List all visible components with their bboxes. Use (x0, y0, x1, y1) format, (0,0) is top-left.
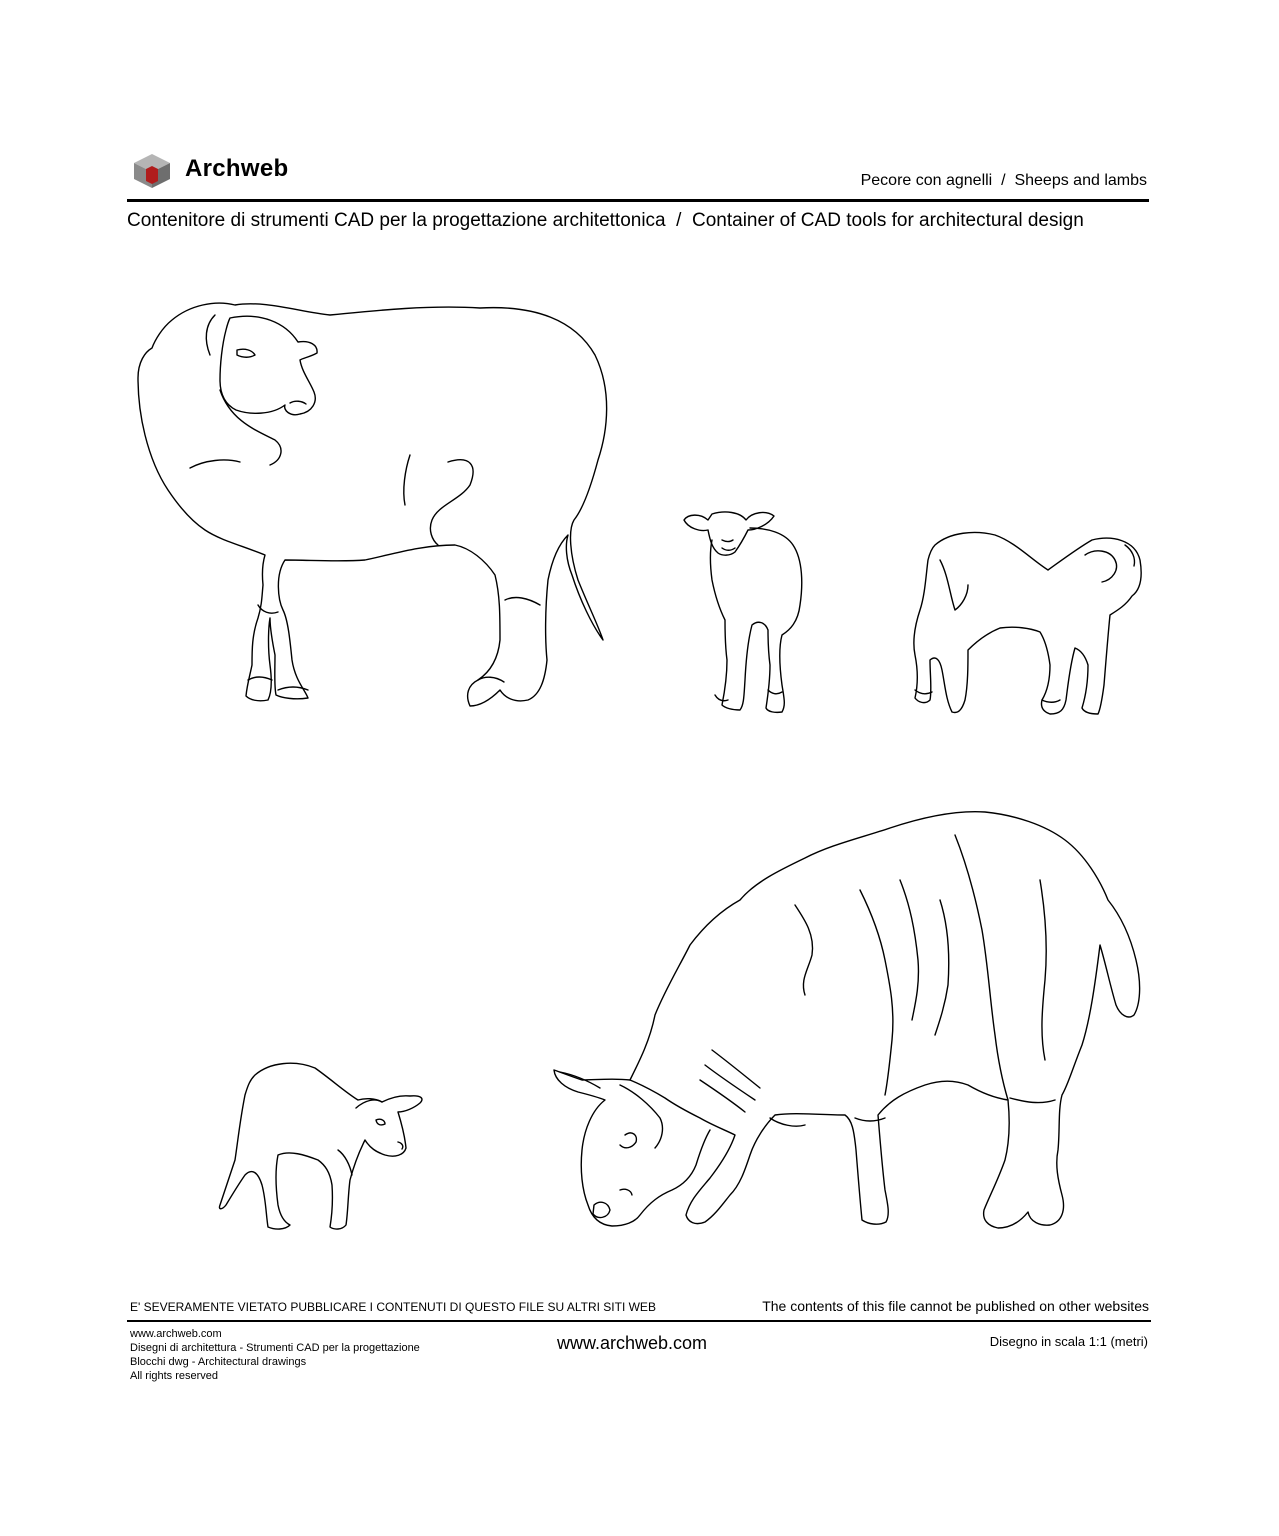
footer-divider (127, 1320, 1151, 1322)
warning-italian: E' SEVERAMENTE VIETATO PUBBLICARE I CONTENUTI DI QUESTO FILE SU ALTRI SITI WEB (130, 1300, 656, 1314)
tagline: Contenitore di strumenti CAD per la progettazione architettonica / Container of CAD tools for architectural design (127, 210, 1084, 231)
sheet-title: Pecore con agnelli / Sheeps and lambs (860, 172, 1147, 189)
website-link[interactable]: www.archweb.com (557, 1333, 708, 1353)
credits-line: www.archweb.com (130, 1328, 222, 1340)
credits-line: Disegni di architettura - Strumenti CAD per la progettazione (130, 1342, 420, 1354)
credits-block (130, 1327, 420, 1383)
lamb-front-icon (684, 512, 802, 712)
brand-name: Archweb (185, 155, 289, 182)
sheep-standing-icon (138, 303, 607, 706)
sheep-grazing-icon (554, 812, 1140, 1228)
scale-note: Disegno in scala 1:1 (metri) (989, 1334, 1148, 1349)
lamb-side-icon (219, 1063, 421, 1229)
warning-english: The contents of this file cannot be published on other websites (762, 1298, 1149, 1314)
lamb-rear-icon (914, 532, 1141, 714)
credits-line: All rights reserved (130, 1370, 219, 1382)
credits-line: Blocchi dwg - Architectural drawings (130, 1356, 307, 1368)
